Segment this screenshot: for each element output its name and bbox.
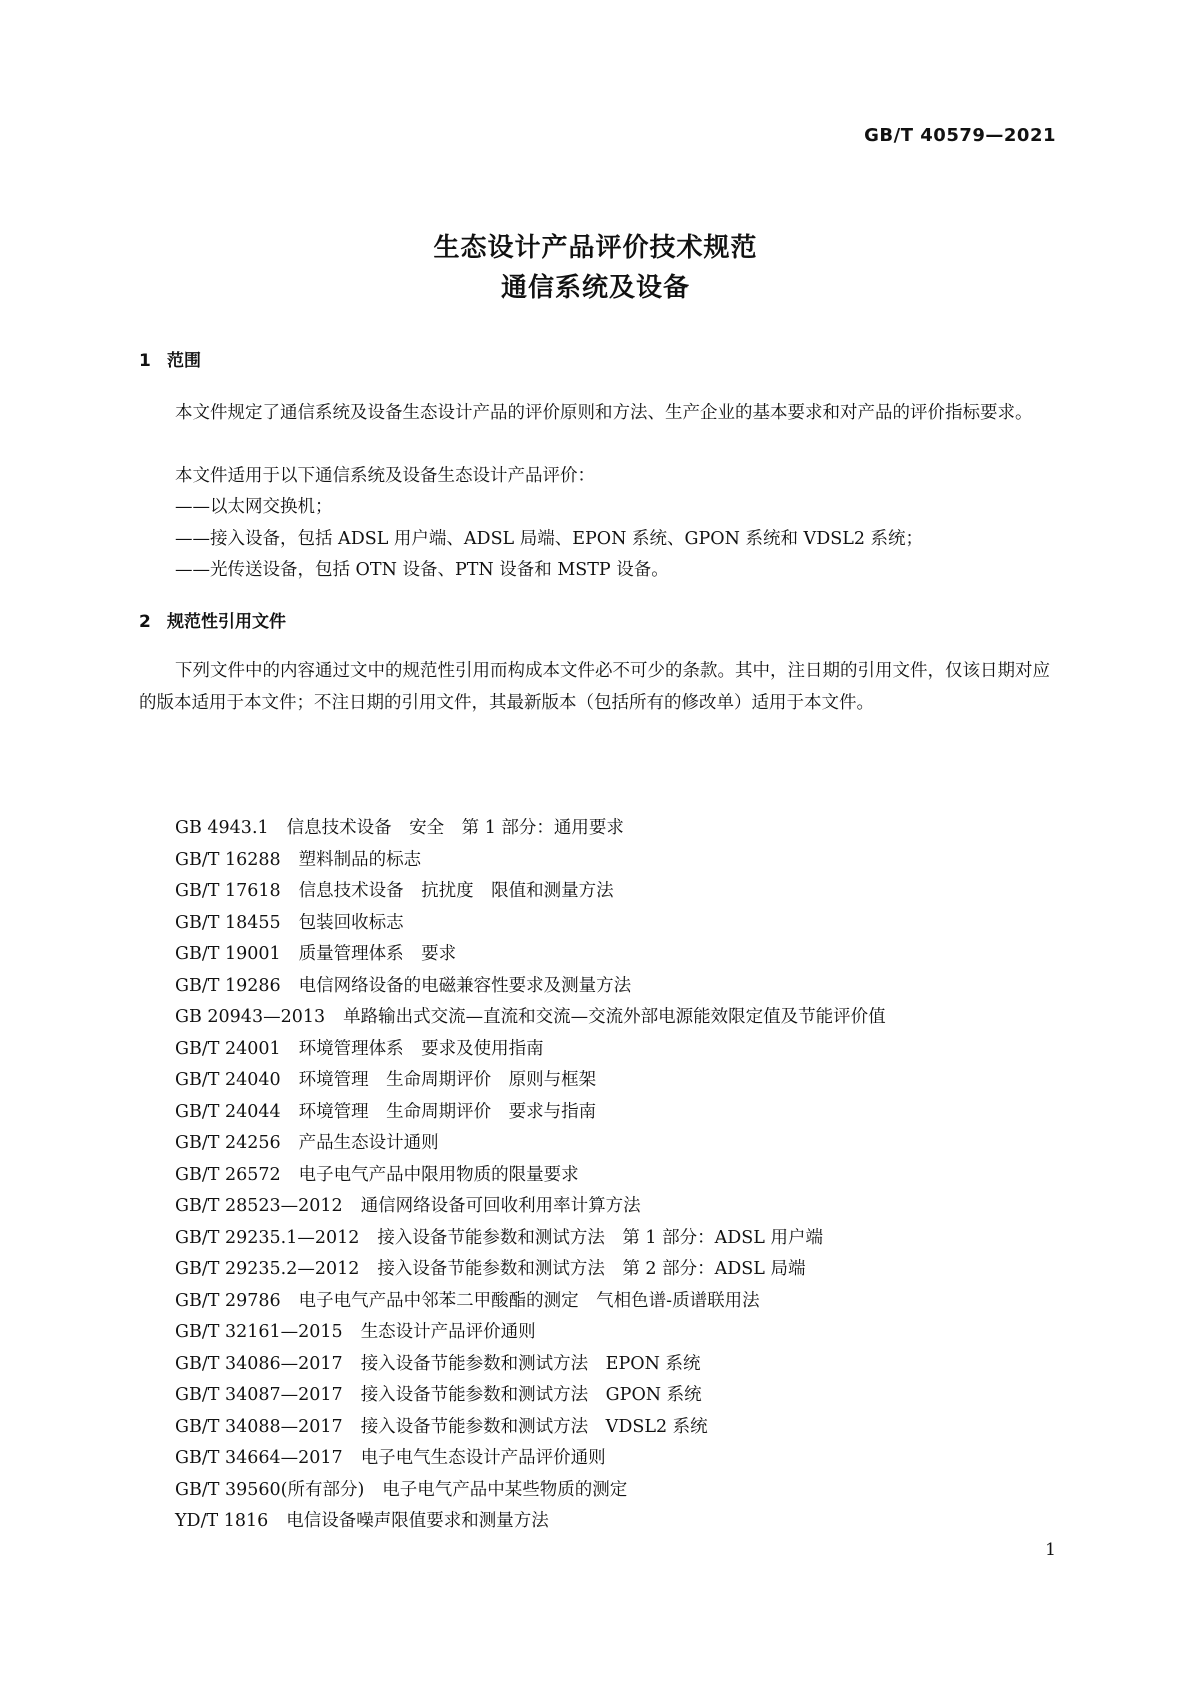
- reference-code: GB/T 34664—2017: [175, 1448, 343, 1468]
- reference-code: GB/T 39560(所有部分): [175, 1479, 365, 1500]
- list-item: ——光传送设备，包括 OTN 设备、PTN 设备和 MSTP 设备。: [175, 560, 669, 580]
- reference-title: 包装回收标志: [298, 912, 404, 933]
- reference-item: [175, 1349, 886, 1381]
- reference-item: [175, 939, 886, 971]
- reference-title: 塑料制品的标志: [298, 849, 422, 870]
- reference-code: GB/T 24001: [175, 1038, 281, 1059]
- reference-code: GB/T 24256: [175, 1133, 281, 1153]
- reference-item: [175, 1286, 886, 1318]
- reference-code: GB/T 34088—2017: [175, 1416, 343, 1437]
- reference-item: [175, 1002, 886, 1034]
- reference-code: GB/T 34087—2017: [175, 1385, 343, 1405]
- reference-title: 信息技术设备 抗扰度 限值和测量方法: [298, 881, 614, 901]
- reference-item: [175, 1254, 886, 1286]
- reference-code: GB/T 32161—2015: [175, 1322, 343, 1342]
- reference-title: 电子电气生态设计产品评价通则: [360, 1448, 606, 1468]
- reference-item: [175, 1191, 886, 1223]
- reference-item: [175, 971, 886, 1003]
- reference-title: 质量管理体系 要求: [298, 944, 457, 964]
- reference-item: [175, 1475, 886, 1507]
- reference-item: [175, 1506, 886, 1538]
- list-item: ——以太网交换机；: [175, 497, 333, 517]
- reference-item: [175, 845, 886, 877]
- reference-item: [175, 1034, 886, 1066]
- reference-item: [175, 1317, 886, 1349]
- reference-code: YD/T 1816: [175, 1511, 269, 1531]
- reference-title: 电子电气产品中某些物质的测定: [382, 1479, 628, 1500]
- page-number: 1: [1045, 1540, 1056, 1560]
- reference-title: 接入设备节能参数和测试方法 第 2 部分：ADSL 局端: [377, 1259, 806, 1279]
- reference-title: 电信设备噪声限值要求和测量方法: [286, 1511, 549, 1531]
- reference-title: 电子电气产品中邻苯二甲酸酯的测定 气相色谱-质谱联用法: [298, 1290, 760, 1311]
- reference-code: GB/T 18455: [175, 912, 281, 933]
- reference-title: 生态设计产品评价通则: [360, 1322, 536, 1342]
- reference-item: [175, 1443, 886, 1475]
- standard-number: GB/T 40579—2021: [864, 125, 1056, 146]
- reference-item: [175, 876, 886, 908]
- section-2-number: 2: [139, 612, 151, 632]
- section-1-title: 范围: [167, 351, 201, 371]
- section-1-paragraph-2: 本文件适用于以下通信系统及设备生态设计产品评价：: [175, 466, 595, 486]
- reference-title: 产品生态设计通则: [298, 1133, 439, 1153]
- section-1-paragraph-1: 本文件规定了通信系统及设备生态设计产品的评价原则和方法、生产企业的基本要求和对产品的评价指标要求。: [175, 403, 1033, 423]
- reference-item: [175, 1097, 886, 1129]
- reference-title: 环境管理 生命周期评价 要求与指南: [298, 1101, 597, 1122]
- title-line-2: 通信系统及设备: [500, 273, 690, 303]
- section-2-title: 规范性引用文件: [167, 612, 286, 632]
- reference-title: 环境管理体系 要求及使用指南: [298, 1038, 544, 1059]
- section-1-heading: [139, 346, 201, 371]
- section-1-number: 1: [139, 351, 151, 371]
- list-item: ——接入设备，包括 ADSL 用户端、ADSL 局端、EPON 系统、GPON 系统和 VDSL2 系统；: [175, 528, 924, 549]
- reference-code: GB/T 17618: [175, 881, 281, 901]
- reference-code: GB/T 29786: [175, 1290, 281, 1311]
- reference-item: [175, 1223, 886, 1255]
- reference-code: GB/T 19286: [175, 975, 281, 996]
- reference-list: [175, 813, 886, 1538]
- reference-item: [175, 813, 886, 845]
- reference-item: [175, 1065, 886, 1097]
- section-2-paragraph-1: 下列文件中的内容通过文中的规范性引用而构成本文件必不可少的条款。其中，注日期的引用文件，仅该日期对应的版本适用于本文件；不注日期的引用文件，其最新版本（包括所有的修改单）适用于本文件。: [139, 661, 1050, 713]
- reference-code: GB/T 26572: [175, 1164, 281, 1185]
- reference-code: GB/T 29235.1—2012: [175, 1227, 360, 1248]
- reference-title: 信息技术设备 安全 第 1 部分：通用要求: [286, 818, 624, 838]
- reference-item: [175, 1380, 886, 1412]
- reference-code: GB/T 24044: [175, 1101, 281, 1122]
- section-2-heading: [139, 607, 286, 632]
- reference-code: GB/T 34086—2017: [175, 1353, 343, 1374]
- reference-item: [175, 1128, 886, 1160]
- reference-title: 接入设备节能参数和测试方法 VDSL2 系统: [360, 1416, 708, 1437]
- reference-title: 单路输出式交流—直流和交流—交流外部电源能效限定值及节能评价值: [343, 1007, 886, 1027]
- document-title: [0, 228, 1191, 308]
- reference-code: GB/T 16288: [175, 849, 281, 870]
- reference-item: [175, 908, 886, 940]
- reference-title: 接入设备节能参数和测试方法 第 1 部分：ADSL 用户端: [377, 1227, 823, 1248]
- scope-list: [175, 492, 923, 587]
- reference-item: [175, 1412, 886, 1444]
- reference-code: GB/T 19001: [175, 944, 281, 964]
- title-line-1: 生态设计产品评价技术规范: [433, 233, 758, 263]
- reference-code: GB 20943—2013: [175, 1007, 326, 1027]
- reference-title: 通信网络设备可回收利用率计算方法: [360, 1196, 641, 1216]
- reference-title: 电信网络设备的电磁兼容性要求及测量方法: [298, 975, 632, 996]
- reference-title: 电子电气产品中限用物质的限量要求: [298, 1164, 579, 1185]
- reference-title: 接入设备节能参数和测试方法 EPON 系统: [360, 1353, 701, 1374]
- reference-item: [175, 1160, 886, 1192]
- reference-code: GB/T 29235.2—2012: [175, 1259, 360, 1279]
- reference-title: 环境管理 生命周期评价 原则与框架: [298, 1070, 597, 1090]
- reference-code: GB 4943.1: [175, 818, 269, 838]
- reference-title: 接入设备节能参数和测试方法 GPON 系统: [360, 1385, 702, 1405]
- reference-code: GB/T 24040: [175, 1070, 281, 1090]
- reference-code: GB/T 28523—2012: [175, 1196, 343, 1216]
